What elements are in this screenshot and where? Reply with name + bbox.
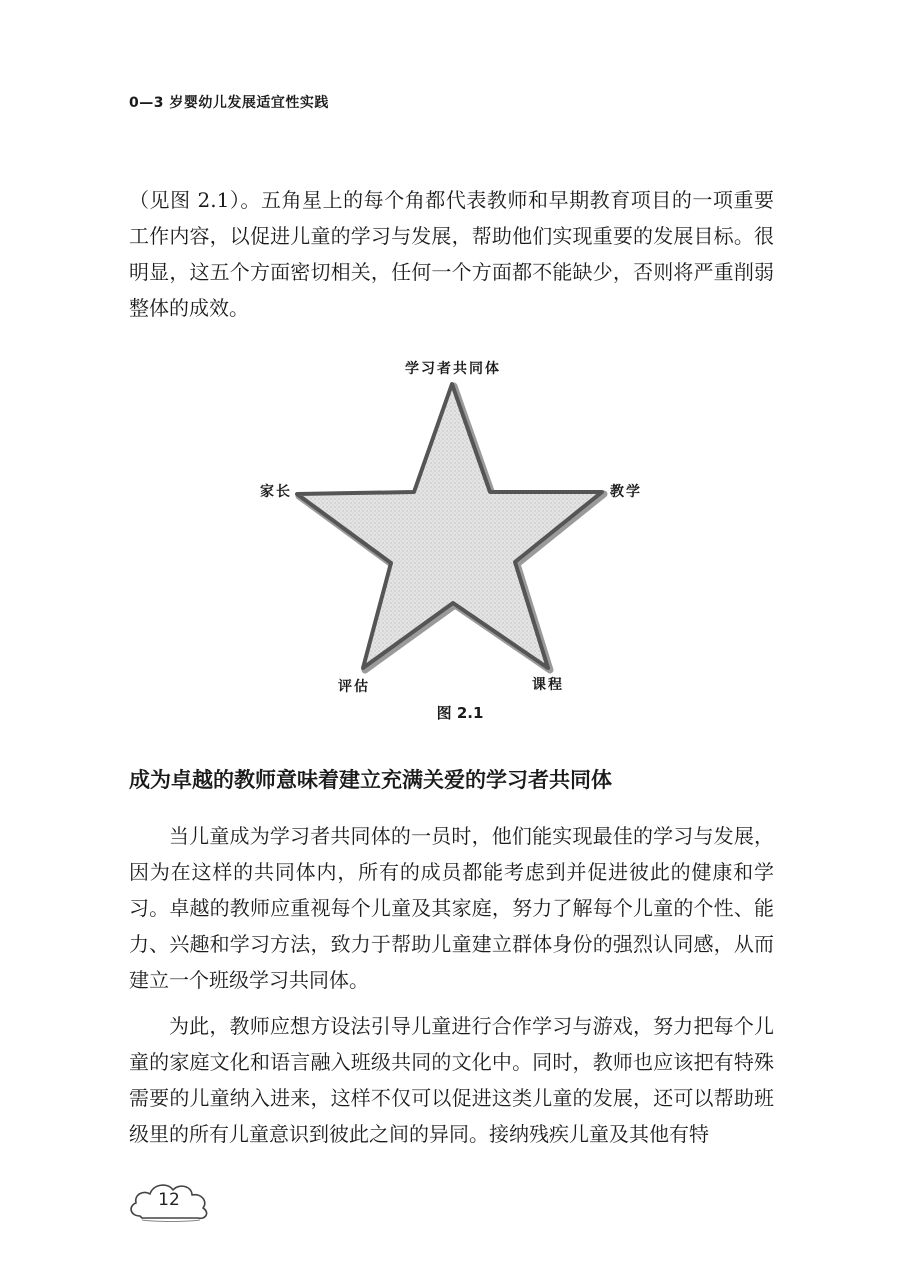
star-label-left: 家长 <box>260 484 292 500</box>
page-number-badge <box>126 1178 212 1224</box>
figure-caption: 图 2.1 <box>436 704 484 722</box>
body-paragraph-2: 为此，教师应想方设法引导儿童进行合作学习与游戏，努力把每个儿童的家庭文化和语言融入班级共同的文化中。同时，教师也应该把有特殊需要的儿童纳入进来，这样不仅可以促进这类儿童的发展，还可以帮助班级里的所有儿童意识到彼此之间的异同。接纳残疾儿童及其他有特 <box>129 1014 774 1146</box>
figure-star-diagram <box>250 350 670 730</box>
body-paragraph-1: 当儿童成为学习者共同体的一员时，他们能实现最佳的学习与发展，因为在这样的共同体内，所有的成员都能考虑到并促进彼此的健康和学习。卓越的教师应重视每个儿童及其家庭，努力了解每个儿童的个性、能力、兴趣和学习方法，致力于帮助儿童建立群体身份的强烈认同感，从而建立一个班级学习共同体。 <box>129 824 774 992</box>
running-header: 0—3 岁婴幼儿发展适宜性实践 <box>129 95 329 111</box>
star-shape <box>250 350 670 700</box>
section-heading: 成为卓越的教师意味着建立充满关爱的学习者共同体 <box>129 768 612 792</box>
page-number: 12 <box>158 1190 180 1210</box>
star-label-bottom-right: 课程 <box>532 677 564 693</box>
star-label-top: 学习者共同体 <box>405 361 501 377</box>
intro-paragraph: （见图 2.1）。五角星上的每个角都代表教师和早期教育项目的一项重要工作内容，以促进儿童的学习与发展，帮助他们实现重要的发展目标。很明显，这五个方面密切相关，任何一个方面都不能缺少，否则将严重削弱整体的成效。 <box>129 188 774 320</box>
star-label-bottom-left: 评估 <box>338 679 370 695</box>
star-label-right: 教学 <box>610 484 642 500</box>
star-polygon <box>297 384 602 668</box>
